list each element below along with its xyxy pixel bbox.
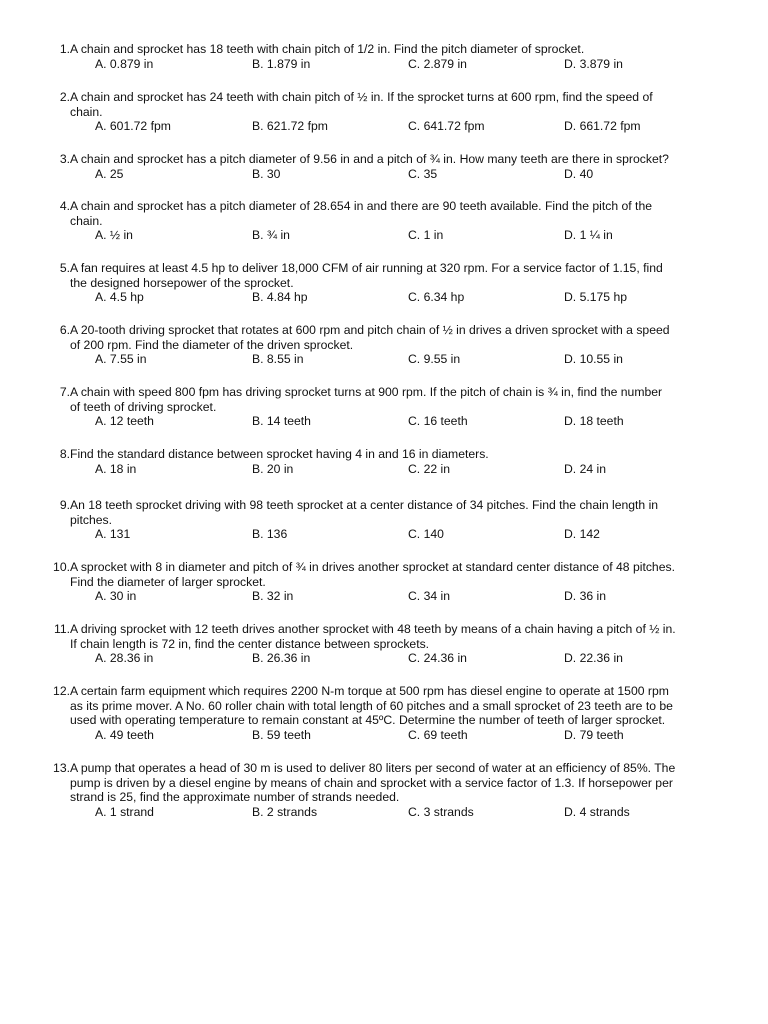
answer-choices bbox=[95, 589, 734, 604]
question-number: 11. bbox=[53, 622, 70, 636]
question-number: 6. bbox=[59, 323, 70, 337]
choice-d: D. 22.36 in bbox=[564, 651, 623, 666]
choice-c: C. 641.72 fpm bbox=[408, 119, 485, 134]
question-body bbox=[70, 199, 734, 243]
choice-a: A. 7.55 in bbox=[95, 352, 147, 367]
question-text-line: A chain and sprocket has a pitch diameter of 9.56 in and a pitch of ¾ in. How many teeth are there in sprocket? bbox=[70, 152, 669, 166]
choice-d: D. 5.175 hp bbox=[564, 290, 628, 305]
choice-a: A. 30 in bbox=[95, 589, 137, 604]
choice-b: B. 621.72 fpm bbox=[252, 119, 328, 134]
choice-d: D. 3.879 in bbox=[564, 56, 623, 71]
choice-b: B. 1.879 in bbox=[252, 56, 311, 71]
question-number: 8. bbox=[59, 447, 70, 461]
question-text-line: of 200 rpm. Find the diameter of the driven sprocket. bbox=[70, 337, 354, 352]
question-text-line: chain. bbox=[70, 104, 103, 119]
choice-d: D. 79 teeth bbox=[564, 727, 624, 742]
choice-a: A. 12 teeth bbox=[95, 414, 154, 429]
question-2 bbox=[44, 90, 734, 134]
choice-b: B. ¾ in bbox=[252, 228, 290, 243]
question-11 bbox=[44, 622, 734, 666]
choice-d: D. 1 ¼ in bbox=[564, 228, 613, 243]
question-text-line: as its prime mover. A No. 60 roller chain with total length of 60 pitches and a small sprocket of 23 teeth are to be bbox=[70, 698, 673, 713]
question-number: 4. bbox=[59, 199, 70, 213]
choice-c: C. 24.36 in bbox=[408, 651, 467, 666]
choice-d: D. 142 bbox=[564, 527, 600, 542]
question-text-line: A chain and sprocket has 24 teeth with chain pitch of ½ in. If the sprocket turns at 600 rpm, find the speed of bbox=[70, 90, 653, 104]
question-body bbox=[70, 152, 734, 181]
question-text-line: used with operating temperature to remain constant at 45ºC. Determine the number of teeth of larger sprocket. bbox=[70, 713, 666, 728]
question-number: 5. bbox=[59, 261, 70, 275]
answer-choices bbox=[95, 228, 734, 243]
choice-d: D. 18 teeth bbox=[564, 414, 624, 429]
question-text-line: Find the standard distance between sprocket having 4 in and 16 in diameters. bbox=[70, 447, 489, 461]
question-text-line: chain. bbox=[70, 213, 103, 228]
choice-c: C. 16 teeth bbox=[408, 414, 468, 429]
answer-choices bbox=[95, 57, 734, 72]
answer-choices bbox=[95, 728, 734, 743]
choice-a: A. 601.72 fpm bbox=[95, 119, 171, 134]
question-text-line: A chain and sprocket has 18 teeth with chain pitch of 1/2 in. Find the pitch diameter of sprocket. bbox=[70, 42, 585, 56]
question-8 bbox=[44, 447, 734, 476]
choice-a: A. 4.5 hp bbox=[95, 290, 144, 305]
question-text-line: A chain with speed 800 fpm has driving sprocket turns at 900 rpm. If the pitch of chain is ¾ in, find the number bbox=[70, 385, 663, 399]
choice-c: C. 1 in bbox=[408, 228, 444, 243]
question-1 bbox=[44, 42, 734, 71]
question-body bbox=[70, 261, 734, 305]
question-text-line: An 18 teeth sprocket driving with 98 teeth sprocket at a center distance of 34 pitches. Find the chain length in bbox=[70, 498, 659, 512]
choice-c: C. 35 bbox=[408, 166, 438, 181]
choice-a: A. 28.36 in bbox=[95, 651, 154, 666]
question-text-line: If chain length is 72 in, find the center distance between sprockets. bbox=[70, 636, 430, 651]
question-text-line: A 20-tooth driving sprocket that rotates at 600 rpm and pitch chain of ½ in drives a driven sprocket with a speed bbox=[70, 323, 670, 337]
question-body bbox=[70, 447, 734, 476]
question-number: 3. bbox=[59, 152, 70, 166]
answer-choices bbox=[95, 352, 734, 367]
question-text-line: A sprocket with 8 in diameter and pitch of ¾ in drives another sprocket at standard center distance of 48 pitches. bbox=[70, 560, 675, 574]
question-text-line: strand is 25, find the approximate number of strands needed. bbox=[70, 790, 400, 805]
choice-d: D. 4 strands bbox=[564, 804, 630, 819]
question-body bbox=[70, 761, 734, 819]
question-body bbox=[70, 42, 734, 71]
answer-choices bbox=[95, 414, 734, 429]
choice-a: A. 1 strand bbox=[95, 804, 154, 819]
question-10 bbox=[44, 560, 734, 604]
choice-b: B. 14 teeth bbox=[252, 414, 311, 429]
choice-c: C. 34 in bbox=[408, 589, 451, 604]
choice-b: B. 2 strands bbox=[252, 804, 318, 819]
answer-choices bbox=[95, 805, 734, 820]
question-text-line: pump is driven by a diesel engine by means of chain and sprocket with a service factor of 1.3. If horsepower per bbox=[70, 775, 673, 790]
question-number: 9. bbox=[59, 498, 70, 512]
question-text-line: A fan requires at least 4.5 hp to deliver 18,000 CFM of air running at 320 rpm. For a service factor of 1.15, find bbox=[70, 261, 663, 275]
question-body bbox=[70, 385, 734, 429]
choice-b: B. 30 bbox=[252, 166, 281, 181]
question-5 bbox=[44, 261, 734, 305]
choice-a: A. 25 bbox=[95, 166, 124, 181]
question-number: 12. bbox=[53, 684, 70, 698]
question-text-line: A chain and sprocket has a pitch diameter of 28.654 in and there are 90 teeth available. Find the pitch of the bbox=[70, 199, 652, 213]
answer-choices bbox=[95, 167, 734, 182]
question-number: 13. bbox=[53, 761, 70, 775]
choice-c: C. 69 teeth bbox=[408, 727, 468, 742]
choice-b: B. 8.55 in bbox=[252, 352, 304, 367]
question-body bbox=[70, 90, 734, 134]
question-body bbox=[70, 560, 734, 604]
choice-c: C. 3 strands bbox=[408, 804, 474, 819]
choice-b: B. 4.84 hp bbox=[252, 290, 308, 305]
question-6 bbox=[44, 323, 734, 367]
question-text-line: Find the diameter of larger sprocket. bbox=[70, 574, 266, 589]
choice-d: D. 24 in bbox=[564, 461, 607, 476]
choice-c: C. 2.879 in bbox=[408, 56, 467, 71]
question-3 bbox=[44, 152, 734, 181]
choice-b: B. 59 teeth bbox=[252, 727, 311, 742]
question-body bbox=[70, 323, 734, 367]
choice-d: D. 10.55 in bbox=[564, 352, 623, 367]
question-text-line: of teeth of driving sprocket. bbox=[70, 399, 217, 414]
question-number: 1. bbox=[59, 42, 70, 56]
choice-b: B. 136 bbox=[252, 527, 288, 542]
choice-c: C. 22 in bbox=[408, 461, 451, 476]
question-body bbox=[70, 684, 734, 742]
question-text-line: pitches. bbox=[70, 512, 113, 527]
question-text-line: A pump that operates a head of 30 m is used to deliver 80 liters per second of water at an efficiency of 85%. The bbox=[70, 761, 676, 775]
question-text-line: A driving sprocket with 12 teeth drives another sprocket with 48 teeth by means of a chain having a pitch of ½ in. bbox=[70, 622, 676, 636]
choice-d: D. 40 bbox=[564, 166, 594, 181]
choice-c: C. 140 bbox=[408, 527, 444, 542]
answer-choices bbox=[95, 527, 734, 542]
choice-a: A. ½ in bbox=[95, 228, 133, 243]
question-4 bbox=[44, 199, 734, 243]
choice-a: A. 49 teeth bbox=[95, 727, 154, 742]
question-body bbox=[70, 498, 734, 542]
choice-b: B. 20 in bbox=[252, 461, 294, 476]
choice-c: C. 6.34 hp bbox=[408, 290, 465, 305]
question-text-line: A certain farm equipment which requires 2200 N-m torque at 500 rpm has diesel engine to operate at 1500 rpm bbox=[70, 684, 669, 698]
choice-a: A. 18 in bbox=[95, 461, 137, 476]
question-9 bbox=[44, 498, 734, 542]
choice-c: C. 9.55 in bbox=[408, 352, 461, 367]
answer-choices bbox=[95, 462, 734, 477]
choice-b: B. 32 in bbox=[252, 589, 294, 604]
answer-choices bbox=[95, 651, 734, 666]
question-body bbox=[70, 622, 734, 666]
choice-d: D. 661.72 fpm bbox=[564, 119, 641, 134]
question-number: 7. bbox=[59, 385, 70, 399]
answer-choices bbox=[95, 290, 734, 305]
question-12 bbox=[44, 684, 734, 742]
choice-d: D. 36 in bbox=[564, 589, 607, 604]
question-text-line: the designed horsepower of the sprocket. bbox=[70, 275, 294, 290]
question-number: 10. bbox=[53, 560, 70, 574]
question-number: 2. bbox=[59, 90, 70, 104]
answer-choices bbox=[95, 119, 734, 134]
question-13 bbox=[44, 761, 734, 819]
choice-a: A. 131 bbox=[95, 527, 131, 542]
choice-b: B. 26.36 in bbox=[252, 651, 311, 666]
choice-a: A. 0.879 in bbox=[95, 56, 154, 71]
question-7 bbox=[44, 385, 734, 429]
